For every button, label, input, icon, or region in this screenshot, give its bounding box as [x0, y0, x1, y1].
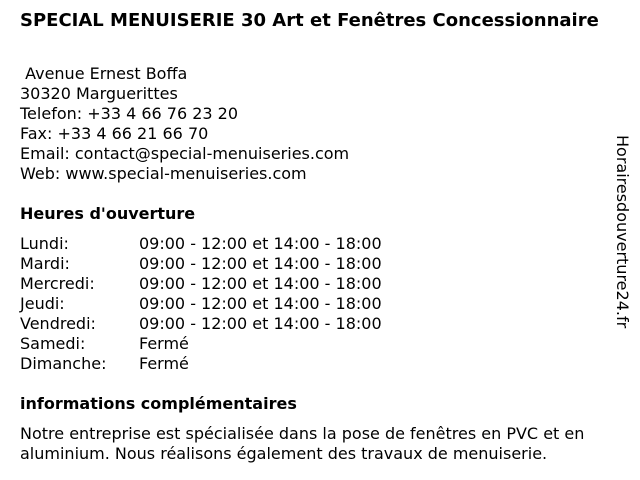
business-name: SPECIAL MENUISERIE 30 Art et Fenêtres Concessionnaire: [20, 10, 599, 31]
opening-hours-heading: Heures d'ouverture: [20, 204, 196, 223]
day-label: Mardi:: [20, 254, 70, 273]
street-address: Avenue Ernest Boffa: [20, 64, 188, 83]
day-hours: 09:00 - 12:00 et 14:00 - 18:00: [139, 294, 382, 313]
additional-info-heading: informations complémentaires: [20, 394, 297, 413]
fax-number: Fax: +33 4 66 21 66 70: [20, 124, 209, 143]
day-label: Vendredi:: [20, 314, 96, 333]
day-label: Jeudi:: [20, 294, 65, 313]
email-address: Email: contact@special-menuiseries.com: [20, 144, 350, 163]
day-hours: 09:00 - 12:00 et 14:00 - 18:00: [139, 254, 382, 273]
day-hours: Fermé: [139, 354, 189, 373]
website: Web: www.special-menuiseries.com: [20, 164, 307, 183]
day-label: Dimanche:: [20, 354, 107, 373]
contact-block: [20, 64, 349, 184]
day-hours: 09:00 - 12:00 et 14:00 - 18:00: [139, 234, 382, 253]
day-hours: Fermé: [139, 334, 189, 353]
day-label: Samedi:: [20, 334, 86, 353]
phone-number: Telefon: +33 4 66 76 23 20: [20, 104, 239, 123]
day-hours: 09:00 - 12:00 et 14:00 - 18:00: [139, 274, 382, 293]
day-label: Mercredi:: [20, 274, 95, 293]
city-postcode: 30320 Marguerittes: [20, 84, 178, 103]
day-label: Lundi:: [20, 234, 69, 253]
site-watermark: Horairesdouverture24.fr: [613, 135, 632, 329]
additional-info-text: Notre entreprise est spécialisée dans la pose de fenêtres en PVC et en aluminium. Nous réalisons également des travaux de menuiserie.: [20, 424, 585, 463]
day-hours: 09:00 - 12:00 et 14:00 - 18:00: [139, 314, 382, 333]
